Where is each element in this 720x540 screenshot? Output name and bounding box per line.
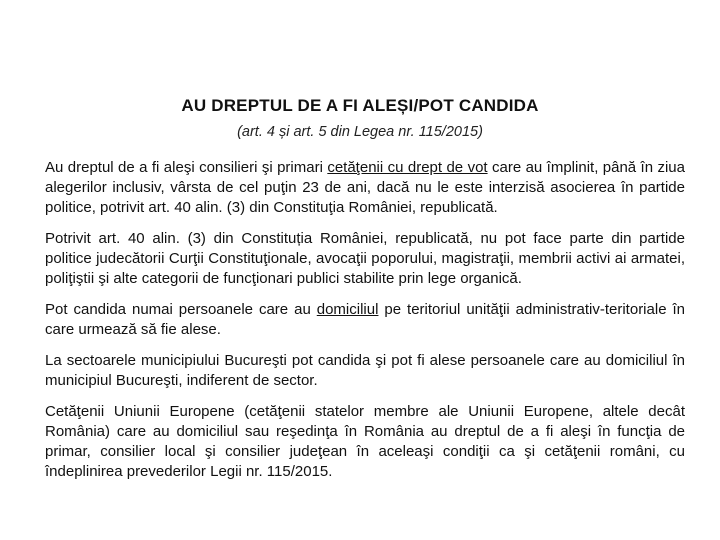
document-body (45, 158, 685, 493)
paragraph-bucharest: La sectoarele municipiului Bucureşti pot candida şi pot fi alese persoanele care au domiciliul în municipiul Bucureşti, indiferent de sector. (45, 352, 685, 389)
paragraph-exclusions: Potrivit art. 40 alin. (3) din Constituția României, republicată, nu pot face parte din partide politice judecătorii Curţii Constituţionale, avocaţii poporului, magistraţii, membrii activi ai armatei, poliţiştii şi alte categorii de funcţionari publici stabilite prin lege organică. (45, 230, 685, 287)
paragraph-text: Au dreptul de a fi aleşi consilieri şi primari (45, 159, 328, 176)
paragraph-text: Pot candida numai persoanele care au (45, 301, 317, 318)
paragraph-domicile (45, 300, 685, 340)
paragraph-eu-citizens: Cetăţenii Uniunii Europene (cetăţenii statelor membre ale Uniunii Europene, altele decât România) care au domiciliul sau reşedinţa în România au dreptul de a fi aleşi în funcţia de primar, consilier local şi consilier judeţean în aceleaşi condiţii ca şi cetăţenii români, cu îndeplinirea prevederilor Legii nr. 115/2015. (45, 403, 685, 480)
paragraph-text: pe teritoriul unităţii administrativ-teritoriale în care urmează să fie alese. (45, 301, 685, 338)
document-subtitle: (art. 4 și art. 5 din Legea nr. 115/2015) (237, 124, 483, 140)
document-title: AU DREPTUL DE A FI ALEȘI/POT CANDIDA (181, 96, 539, 115)
paragraph-text: care au împlinit, până în ziua alegerilor inclusiv, vârsta de cel puţin 23 de ani, dacă nu le este interzisă asocierea în partide politice, potrivit art. 40 alin. (3) din Constituţia României, republicată. (45, 159, 685, 216)
underlined-term: cetăţenii cu drept de vot (327, 159, 488, 176)
underlined-term: domiciliul (316, 301, 379, 318)
paragraph-eligibility (45, 158, 685, 218)
